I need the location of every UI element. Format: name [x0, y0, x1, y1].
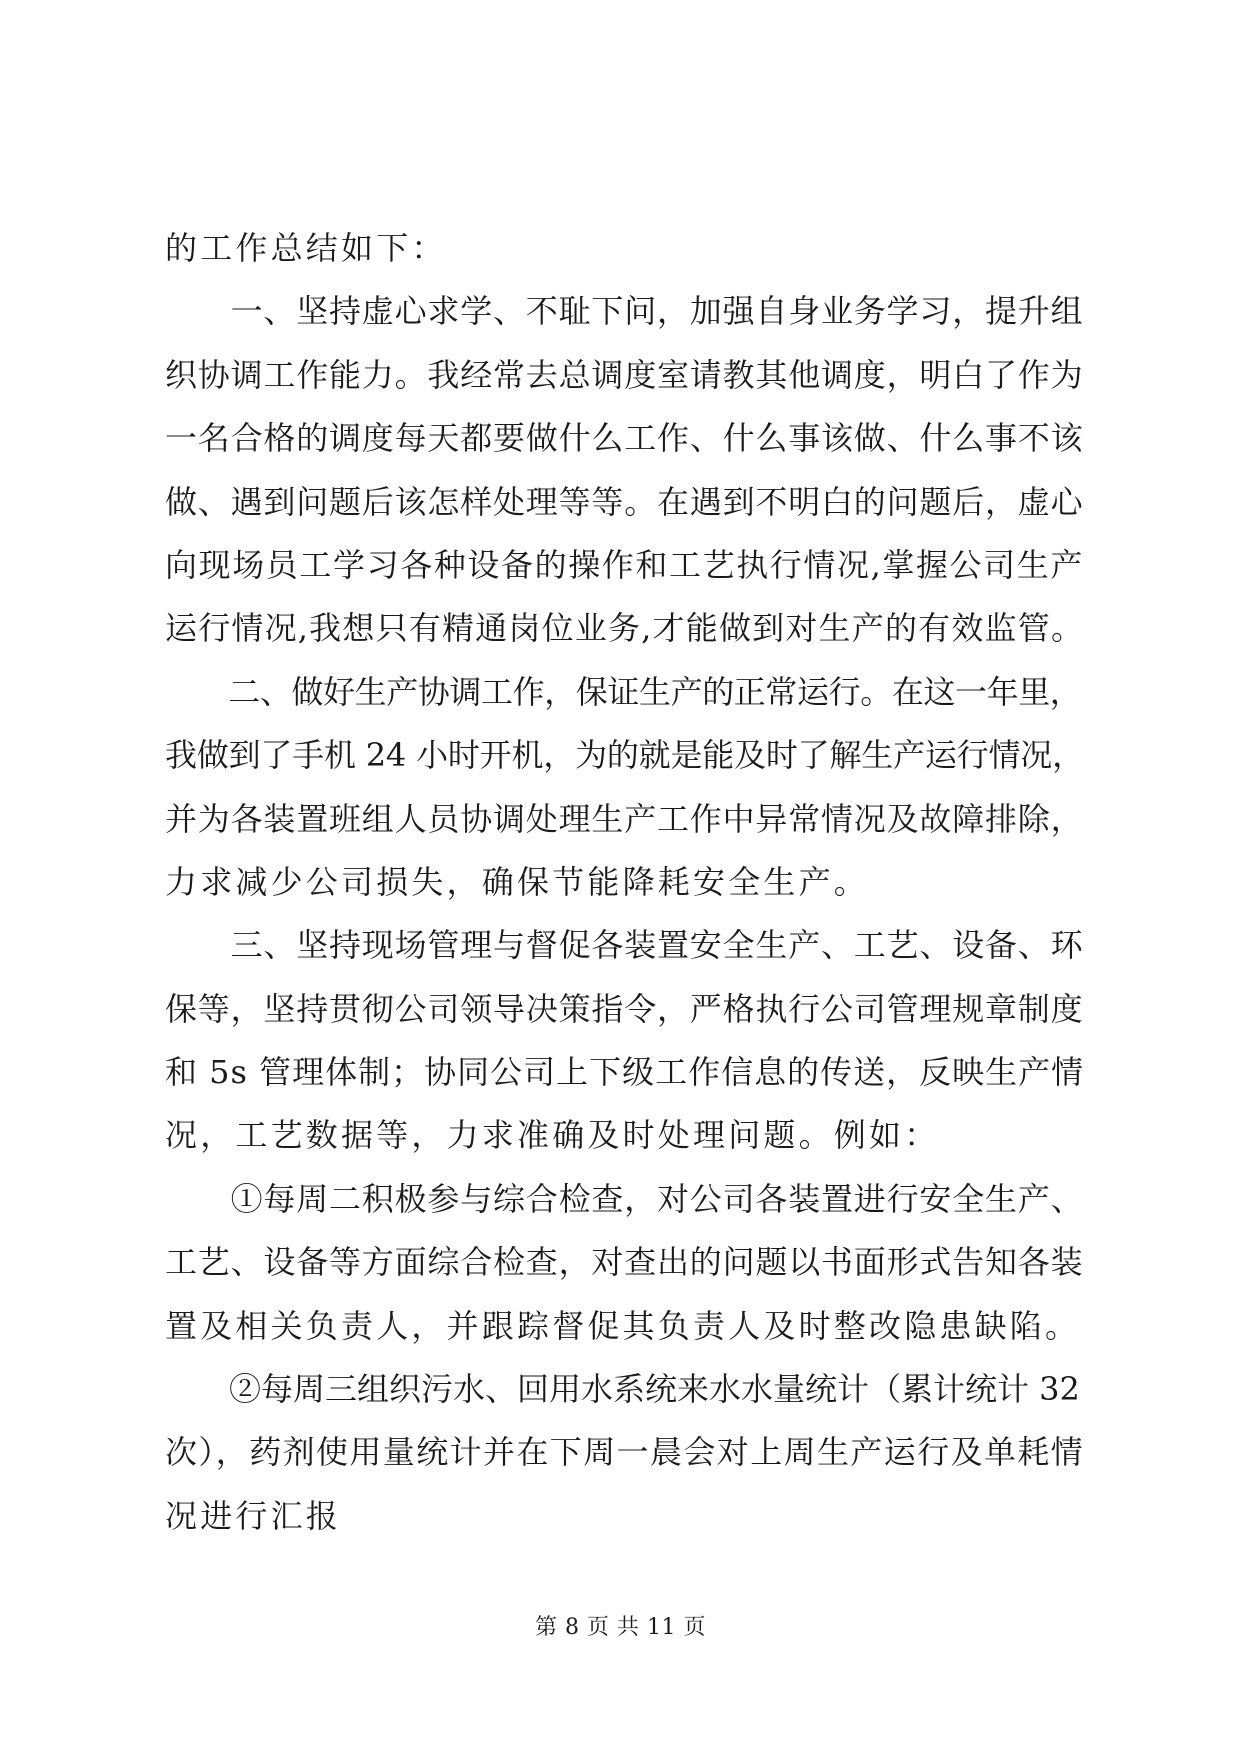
text-line: 况进行汇报 — [165, 1496, 342, 1535]
text-line: 三、坚持现场管理与督促各装置安全生产、工艺、设备、环 — [165, 926, 1084, 965]
text-line: 和 5s 管理体制；协同公司上下级工作信息的传送，反映生产情 — [165, 1053, 1085, 1092]
text-line: 运行情况,我想只有精通岗位业务,才能做到对生产的有效监管。 — [165, 609, 1085, 648]
text-line: 次），药剂使用量统计并在下周一晨会对上周生产运行及单耗情 — [165, 1433, 1085, 1472]
text-line: 做、遇到问题后该怎样处理等等。在遇到不明白的问题后，虚心 — [165, 482, 1084, 521]
text-line: 力求减少公司损失，确保节能降耗安全生产。 — [165, 862, 870, 901]
text-line: 置及相关负责人，并跟踪督促其负责人及时整改隐患缺陷。 — [165, 1306, 1081, 1345]
text-line: 向现场员工学习各种设备的操作和工艺执行情况,掌握公司生产 — [165, 545, 1084, 584]
page-footer: 第 8 页 共 11 页 — [535, 1615, 706, 1640]
text-line: 一名合格的调度每天都要做什么工作、什么事该做、什么事不该 — [165, 419, 1084, 458]
text-line: 况，工艺数据等，力求准确及时处理问题。例如： — [165, 1116, 940, 1155]
text-line: 我做到了手机 24 小时开机，为的就是能及时了解生产运行情况， — [165, 736, 1084, 775]
text-line: 织协调工作能力。我经常去总调度室请教其他调度，明白了作为 — [165, 355, 1084, 394]
text-line: 二、做好生产协调工作，保证生产的正常运行。在这一年里， — [165, 672, 1082, 711]
text-line: 并为各装置班组人员协调处理生产工作中异常情况及故障排除， — [165, 799, 1084, 838]
document-body — [165, 228, 1085, 1559]
text-line: ①每周二积极参与综合检查，对公司各装置进行安全生产、 — [165, 1179, 1084, 1218]
text-line: 保等，坚持贯彻公司领导决策指令，严格执行公司管理规章制度 — [165, 989, 1084, 1028]
text-line: 一、坚持虚心求学、不耻下问，加强自身业务学习，提升组 — [165, 292, 1084, 331]
text-line: 工艺、设备等方面综合检查，对查出的问题以书面形式告知各装 — [165, 1243, 1084, 1282]
text-line: 的工作总结如下： — [165, 229, 447, 267]
text-line: ②每周三组织污水、回用水系统来水水量统计（累计统计 32 — [165, 1370, 1080, 1409]
